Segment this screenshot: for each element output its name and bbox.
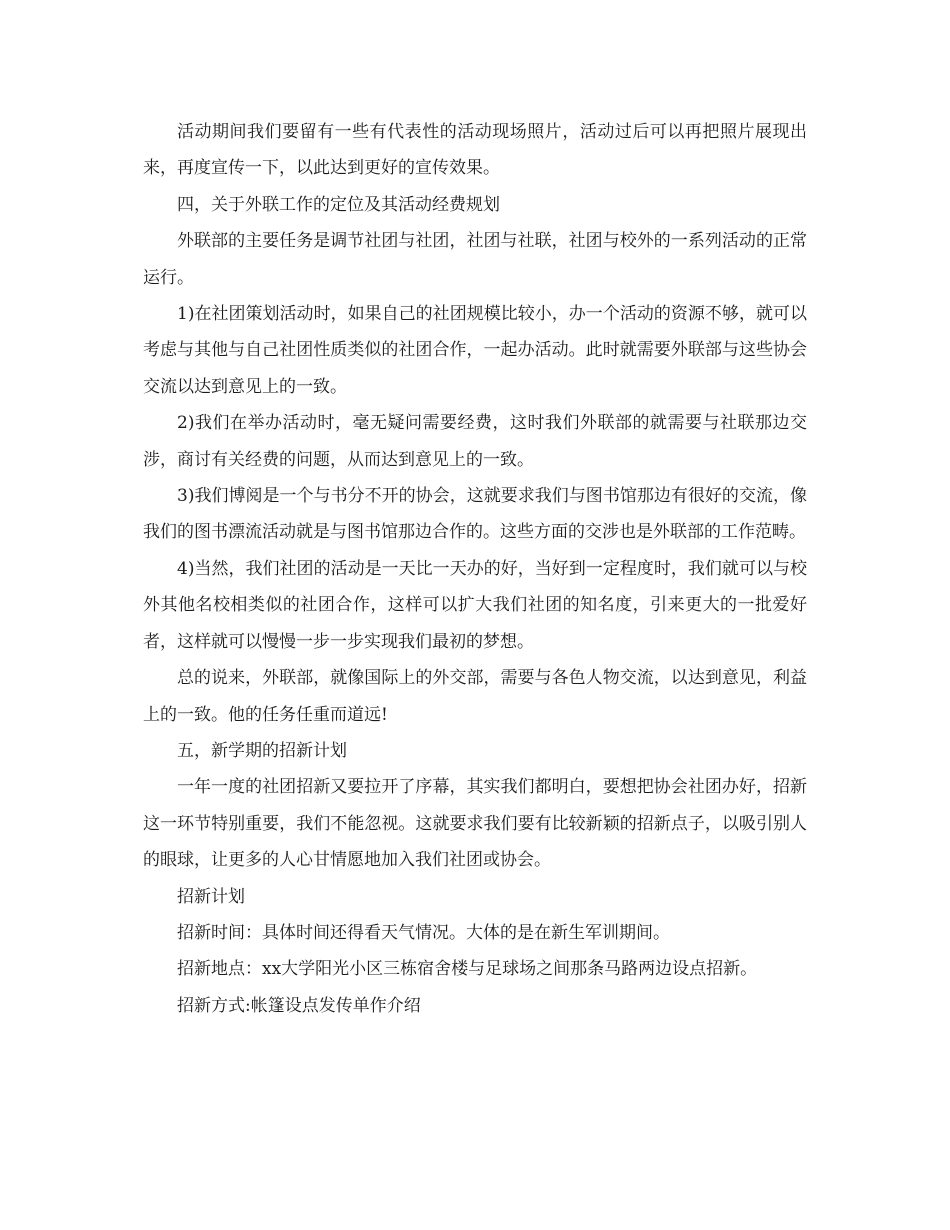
section-heading-5: 五，新学期的招新计划 — [177, 740, 347, 761]
paragraph-summary: 总的说来，外联部，就像国际上的外交部，需要与各色人物交流，以达到意见，利益上的一致。他的任务任重而道远! — [143, 668, 807, 725]
paragraph-recruitment-intro: 一年一度的社团招新又要拉开了序幕，其实我们都明白，要想把协会社团办好，招新这一环节特别重要，我们不能忽视。这就要求我们要有比较新颖的招新点子，以吸引别人的眼球，让更多的人心甘情愿地加入我们社团或协会。 — [143, 777, 807, 871]
subheading-recruitment-plan: 招新计划 — [177, 886, 245, 907]
paragraph-recruitment-location: 招新地点：xx大学阳光小区三栋宿舍楼与足球场之间那条马路两边设点招新。 — [177, 959, 758, 980]
paragraph-recruitment-method: 招新方式:帐篷设点发传单作介绍 — [177, 995, 421, 1016]
paragraph-item-3: 3)我们博阅是一个与书分不开的协会，这就要求我们与图书馆那边有很好的交流，像我们的图书漂流活动就是与图书馆那边合作的。这些方面的交涉也是外联部的工作范畴。 — [143, 486, 807, 543]
paragraph-outreach-task: 外联部的主要任务是调节社团与社团，社团与社联，社团与校外的一系列活动的正常运行。 — [143, 231, 807, 288]
section-heading-4: 四，关于外联工作的定位及其活动经费规划 — [177, 194, 500, 215]
paragraph-recruitment-time: 招新时间：具体时间还得看天气情况。大体的是在新生军训期间。 — [177, 922, 670, 943]
paragraph-item-2: 2)我们在举办活动时，毫无疑问需要经费，这时我们外联部的就需要与社联那边交涉，商讨有关经费的问题，从而达到意见上的一致。 — [143, 413, 807, 470]
document-body — [143, 114, 807, 1024]
paragraph-item-4: 4)当然，我们社团的活动是一天比一天办的好，当好到一定程度时，我们就可以与校外其他名校相类似的社团合作，这样可以扩大我们社团的知名度，引来更大的一批爱好者，这样就可以慢慢一步一步实现我们最初的梦想。 — [143, 558, 807, 652]
paragraph-photos: 活动期间我们要留有一些有代表性的活动现场照片，活动过后可以再把照片展现出来，再度宣传一下，以此达到更好的宣传效果。 — [143, 122, 807, 179]
paragraph-item-1: 1)在社团策划活动时，如果自己的社团规模比较小，办一个活动的资源不够，就可以考虑与其他与自己社团性质类似的社团合作，一起办活动。此时就需要外联部与这些协会交流以达到意见上的一致。 — [143, 304, 807, 397]
